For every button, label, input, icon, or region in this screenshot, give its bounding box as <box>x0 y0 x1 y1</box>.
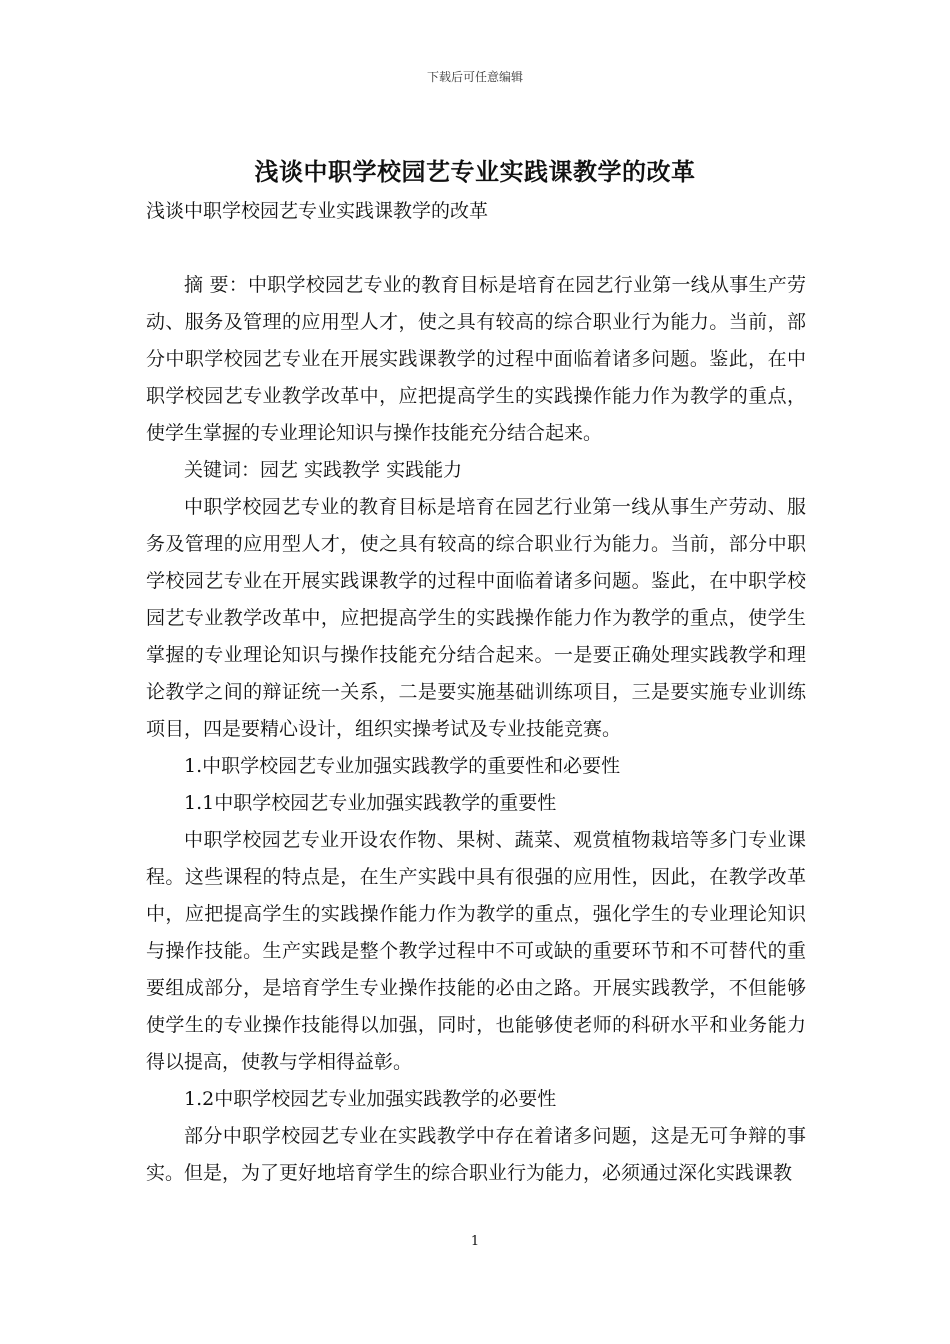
header-note: 下载后可任意编辑 <box>426 70 523 84</box>
section-heading-1: 1.中职学校园艺专业加强实践教学的重要性和必要性 <box>184 755 621 777</box>
section-heading-1-1: 1.1中职学校园艺专业加强实践教学的重要性 <box>184 792 557 814</box>
intro-paragraph: 中职学校园艺专业的教育目标是培育在园艺行业第一线从事生产劳动、服务及管理的应用型人才，使之具有较高的综合职业行为能力。当前，部分中职学校园艺专业在开展实践课教学的过程中面临着诸多问题。鉴此，在中职学校园艺专业教学改革中，应把提高学生的实践操作能力作为教学的重点，使学生掌握的专业理论知识与操作技能充分结合起来。一是要正确处理实践教学和理论教学之间的辩证统一关系，二是要实施基础训练项目，三是要实施专业训练项目，四是要精心设计，组织实操考试及专业技能竞赛。 <box>146 496 806 740</box>
section-paragraph-1-2: 部分中职学校园艺专业在实践教学中存在着诸多问题，这是无可争辩的事实。但是，为了更好地培育学生的综合职业行为能力，必须通过深化实践课教 <box>146 1125 806 1184</box>
document-subtitle: 浅谈中职学校园艺专业实践课教学的改革 <box>146 200 489 222</box>
document-body <box>146 193 806 1192</box>
section-heading-1-2: 1.2中职学校园艺专业加强实践教学的必要性 <box>184 1088 557 1110</box>
document-title: 浅谈中职学校园艺专业实践课教学的改革 <box>254 157 696 186</box>
page-number: 1 <box>470 1234 480 1249</box>
abstract-paragraph: 摘 要：中职学校园艺专业的教育目标是培育在园艺行业第一线从事生产劳动、服务及管理的应用型人才，使之具有较高的综合职业行为能力。当前，部分中职学校园艺专业在开展实践课教学的过程中面临着诸多问题。鉴此，在中职学校园艺专业教学改革中，应把提高学生的实践操作能力作为教学的重点，使学生掌握的专业理论知识与操作技能充分结合起来。 <box>146 274 806 444</box>
section-paragraph-1-1: 中职学校园艺专业开设农作物、果树、蔬菜、观赏植物栽培等多门专业课程。这些课程的特点是，在生产实践中具有很强的应用性，因此，在教学改革中，应把提高学生的实践操作能力作为教学的重点，强化学生的专业理论知识与操作技能。生产实践是整个教学过程中不可或缺的重要环节和不可替代的重要组成部分，是培育学生专业操作技能的必由之路。开展实践教学，不但能够使学生的专业操作技能得以加强，同时，也能够使老师的科研水平和业务能力得以提高，使教与学相得益彰。 <box>146 829 806 1073</box>
keywords-line: 关键词：园艺 实践教学 实践能力 <box>184 459 463 481</box>
